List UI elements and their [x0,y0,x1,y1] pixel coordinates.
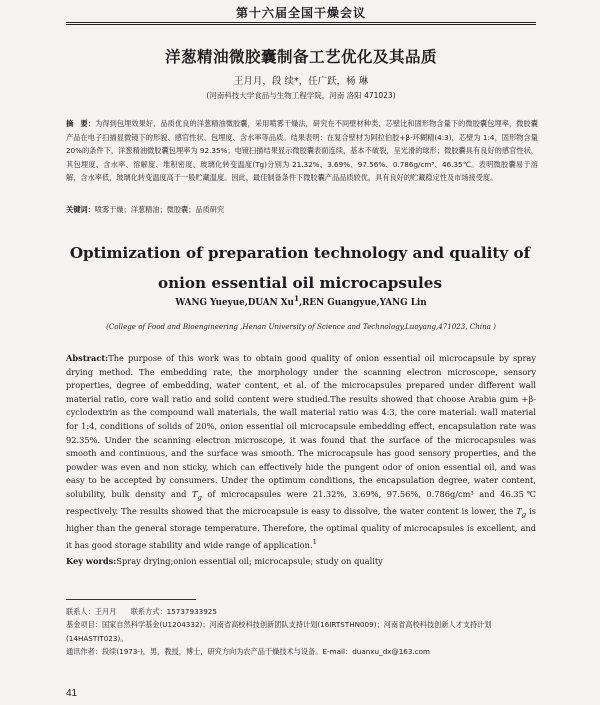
chinese-abstract [66,117,538,185]
running-header: 第十六届全国干燥会议 [235,6,366,20]
english-abstract-label: Abstract: [66,353,109,363]
header-rule-double [66,24,536,25]
chinese-keywords-label: 关键词： [66,205,95,214]
chinese-keywords-text: 喷雾干燥；洋葱精油；微胶囊；品质研究 [94,205,225,214]
tg-symbol-2: $T_g$ [516,506,527,519]
english-keywords-text: Spray drying;onion essential oil; microcapsule; study on quality [116,556,383,566]
page-number: 41 [66,688,78,699]
english-title: Optimization of preparation technology and quality of onion essential oil microcapsules [69,244,531,292]
footnotes [66,605,536,659]
english-affiliation: (College of Food and Bioengineering ,Henan University of Science and Technology,Luoyang,471023, China ) [106,322,496,331]
chinese-affiliation: (河南科技大学食品与生物工程学院，河南 洛阳 471023) [206,91,396,100]
tg-symbol: $T_g$ [191,488,202,502]
english-authors-rest: ,REN Guangyue,YANG Lin [299,297,427,308]
abstract-footnote-mark: 1 [312,538,317,546]
chinese-abstract-label: 摘 要： [66,119,96,128]
header-rule [66,22,536,23]
english-abstract-part1: The purpose of this work was to obtain good quality of onion essential oil microcapsule by spray drying method. The embedding rate, the morphology under the scanning electron microscope, sensory properties, degree of embedding, water content, et al. of the microcapsules prepared under different wall material ratio, core wall ratio and solid content were studied.The results showed that choose Arabia gum +β-cyclodextrin as the compound wall materials, the wall material ratio was 4:3, the core material: wall material for 1:4, conditions of solids of 20%, onion essential oil microcapsule embedding effect, encapsulation rate was 92.35%. Under the scanning electron microscope, it was found that the surface of the microcapsules was smooth and continuous, and the surface was smooth. The microcapsule has good sensory properties, and the powder was even and non sticky, which can effectively hide the pungent odor of onion essential oil, and was easy to be accepted by consumers. Under the optimum conditions, the encapsulation degree, water content, solubility, bulk density and [66,353,536,499]
footnote-corresponding-author: 通讯作者：段续(1973-)，男，教授，博士，研究方向为农产品干燥技术与设备。E-mail：duanxu_dx@163.com [66,647,431,657]
english-abstract-part2: of microcapsules were 21.32%, 3.69%, 97.56%, 0.786g/cm³ and 46.35℃ respectively. The results showed that the microcapsule is easy to dissolve, the water content is lower, the [66,488,537,517]
corresponding-mark: 1 [293,294,300,303]
footnote-contact: 联系人：王月月 联系方式：15737933925 [66,607,217,616]
english-authors-first: WANG Yueyue,DUAN Xu [175,297,294,308]
english-authors [66,294,536,308]
footnote-funding: 基金项目：国家自然科学基金(U1204332)；河南省高校科技创新团队支持计划(16IRTSTHN009)；河南省高校科技创新人才支持计划(14HASTIT023)。 [66,620,492,643]
chinese-title: 洋葱精油微胶囊制备工艺优化及其品质 [164,48,437,66]
chinese-abstract-text: 为得到包埋效果好、品质优良的洋葱精油微胶囊，采用喷雾干燥法，研究在不同壁材种类、芯壁比和固形物含量下的微胶囊包埋率，微胶囊产品在电子扫描显微镜下的形貌、感官性状、包埋度、含水率等品质。结果表明：在复合壁材为阿拉伯胶+β-环糊精(4:3)，芯壁为 1:4，固形物含量 20%的条件下，洋葱精油微胶囊包埋率为 92.35%；电镜扫描结果显示微胶囊表面连续，基本不破裂，呈光滑的球形；微胶囊具有良好的感官性状，其包埋度、含水率、溶解度、堆积密度、玻璃化转变温度(Tg)分别为 21.32%、3.69%、97.56%、0.786g/cm³、46.35℃。表明微胶囊易于溶解，含水率低，玻璃化转变温度高于一般贮藏温度。因此，最佳制备条件下微胶囊产品品质较优，具有良好的贮藏稳定性及市场接受度。 [66,119,538,183]
english-abstract-part3: is higher than the general storage temperature. Therefore, the optimal quality of microcapsules is excellent, and it has good storage stability and wide range of application. [66,506,537,550]
chinese-authors: 王月月，段 续*，任广跃，杨 琳 [233,76,369,87]
english-keywords [66,556,536,566]
footnote-rule [66,599,196,600]
english-abstract [66,352,536,552]
english-keywords-label: Key words: [66,556,117,566]
chinese-keywords [66,205,538,215]
